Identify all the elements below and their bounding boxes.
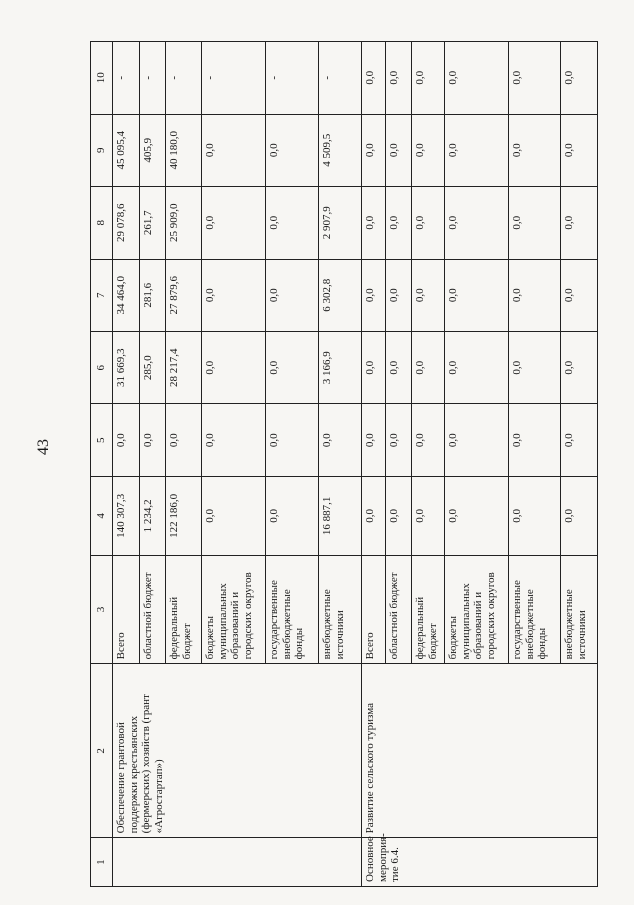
value-cell: 6 302,8	[319, 259, 362, 331]
value-cell: -	[319, 42, 362, 115]
source-cell: государственные внебюджетные фонды	[509, 555, 561, 664]
value-cell: 3 166,9	[319, 332, 362, 404]
value-cell: 0,0	[445, 259, 509, 331]
value-cell: 0,0	[412, 187, 445, 259]
value-cell: 0,0	[202, 332, 266, 404]
value-cell: 140 307,3	[113, 476, 140, 555]
value-cell: 0,0	[362, 187, 386, 259]
value-cell: 0,0	[386, 404, 412, 476]
value-cell: 0,0	[266, 332, 319, 404]
value-cell: 0,0	[445, 404, 509, 476]
value-cell: 0,0	[319, 404, 362, 476]
header-cell: 1	[91, 838, 113, 887]
type-cell-empty	[113, 838, 362, 887]
value-cell: 0,0	[202, 476, 266, 555]
budget-table	[90, 41, 598, 887]
value-cell: 0,0	[412, 259, 445, 331]
value-cell: 0,0	[266, 476, 319, 555]
value-cell: 0,0	[445, 42, 509, 115]
value-cell: 0,0	[362, 114, 386, 186]
value-cell: 40 180,0	[166, 114, 202, 186]
header-cell: 3	[91, 555, 113, 664]
value-cell: 0,0	[561, 476, 598, 555]
source-cell: бюджеты муниципальных образований и городских округов	[445, 555, 509, 664]
value-cell: 0,0	[445, 332, 509, 404]
value-cell: 0,0	[412, 42, 445, 115]
value-cell: 0,0	[362, 259, 386, 331]
value-cell: 0,0	[412, 114, 445, 186]
value-cell: 0,0	[412, 332, 445, 404]
value-cell: -	[166, 42, 202, 115]
value-cell: 0,0	[509, 42, 561, 115]
value-cell: 0,0	[561, 259, 598, 331]
value-cell: -	[202, 42, 266, 115]
value-cell: 16 887,1	[319, 476, 362, 555]
source-cell: Всего	[362, 555, 386, 664]
value-cell: 0,0	[202, 114, 266, 186]
value-cell: 31 669,3	[113, 332, 140, 404]
value-cell: 0,0	[561, 404, 598, 476]
source-cell: областной бюджет	[386, 555, 412, 664]
event-name-cell: Обеспечение грантовой поддержки крестьянских (фермерских) хозяйств (грант «Агростартап»)	[113, 664, 362, 838]
value-cell: 0,0	[561, 332, 598, 404]
value-cell: 4 509,5	[319, 114, 362, 186]
value-cell: 0,0	[561, 114, 598, 186]
value-cell: 2 907,9	[319, 187, 362, 259]
value-cell: 0,0	[266, 404, 319, 476]
value-cell: 0,0	[362, 476, 386, 555]
header-cell: 5	[91, 404, 113, 476]
value-cell: 0,0	[561, 42, 598, 115]
event-name-cell: Развитие сельского туризма	[362, 664, 598, 838]
value-cell: 0,0	[140, 404, 166, 476]
page-number: 43	[35, 439, 52, 455]
source-cell: федеральный бюджет	[166, 555, 202, 664]
value-cell: 0,0	[362, 332, 386, 404]
value-cell: 0,0	[202, 404, 266, 476]
value-cell: 0,0	[386, 259, 412, 331]
value-cell: 122 186,0	[166, 476, 202, 555]
value-cell: 45 095,4	[113, 114, 140, 186]
value-cell: 29 078,6	[113, 187, 140, 259]
value-cell: 0,0	[386, 114, 412, 186]
source-cell: бюджеты муниципальных образований и городских округов	[202, 555, 266, 664]
value-cell: 0,0	[113, 404, 140, 476]
value-cell: 0,0	[362, 42, 386, 115]
value-cell: -	[266, 42, 319, 115]
value-cell: 0,0	[445, 187, 509, 259]
value-cell: 0,0	[202, 259, 266, 331]
header-cell: 2	[91, 664, 113, 838]
value-cell: 0,0	[386, 187, 412, 259]
header-cell: 9	[91, 114, 113, 186]
value-cell: 261,7	[140, 187, 166, 259]
value-cell: 285,0	[140, 332, 166, 404]
value-cell: 0,0	[509, 476, 561, 555]
value-cell: 0,0	[362, 404, 386, 476]
value-cell: 0,0	[386, 476, 412, 555]
value-cell: 0,0	[445, 476, 509, 555]
value-cell: 25 909,0	[166, 187, 202, 259]
source-cell: государственные внебюджетные фонды	[266, 555, 319, 664]
value-cell: 0,0	[202, 187, 266, 259]
source-cell: внебюджетные источники	[319, 555, 362, 664]
source-cell: Всего	[113, 555, 140, 664]
header-cell: 8	[91, 187, 113, 259]
value-cell: 0,0	[509, 114, 561, 186]
header-cell: 4	[91, 476, 113, 555]
value-cell: 1 234,2	[140, 476, 166, 555]
header-cell: 7	[91, 259, 113, 331]
header-cell: 10	[91, 42, 113, 115]
table-row	[113, 42, 140, 887]
source-cell: внебюджетные источники	[561, 555, 598, 664]
value-cell: -	[113, 42, 140, 115]
value-cell: -	[140, 42, 166, 115]
value-cell: 0,0	[166, 404, 202, 476]
value-cell: 0,0	[266, 114, 319, 186]
value-cell: 0,0	[509, 404, 561, 476]
value-cell: 0,0	[386, 332, 412, 404]
event-type-cell: Основное мероприя-тие 6.4.	[362, 838, 598, 887]
value-cell: 27 879,6	[166, 259, 202, 331]
header-row	[91, 42, 113, 887]
value-cell: 0,0	[509, 187, 561, 259]
value-cell: 405,9	[140, 114, 166, 186]
value-cell: 0,0	[266, 187, 319, 259]
table-row	[362, 42, 386, 887]
value-cell: 0,0	[412, 476, 445, 555]
value-cell: 34 464,0	[113, 259, 140, 331]
value-cell: 0,0	[509, 332, 561, 404]
source-cell: федеральный бюджет	[412, 555, 445, 664]
value-cell: 0,0	[561, 187, 598, 259]
value-cell: 0,0	[445, 114, 509, 186]
value-cell: 0,0	[386, 42, 412, 115]
header-cell: 6	[91, 332, 113, 404]
rotated-page-content	[90, 41, 588, 887]
value-cell: 0,0	[412, 404, 445, 476]
value-cell: 28 217,4	[166, 332, 202, 404]
value-cell: 0,0	[509, 259, 561, 331]
source-cell: областной бюджет	[140, 555, 166, 664]
value-cell: 281,6	[140, 259, 166, 331]
value-cell: 0,0	[266, 259, 319, 331]
